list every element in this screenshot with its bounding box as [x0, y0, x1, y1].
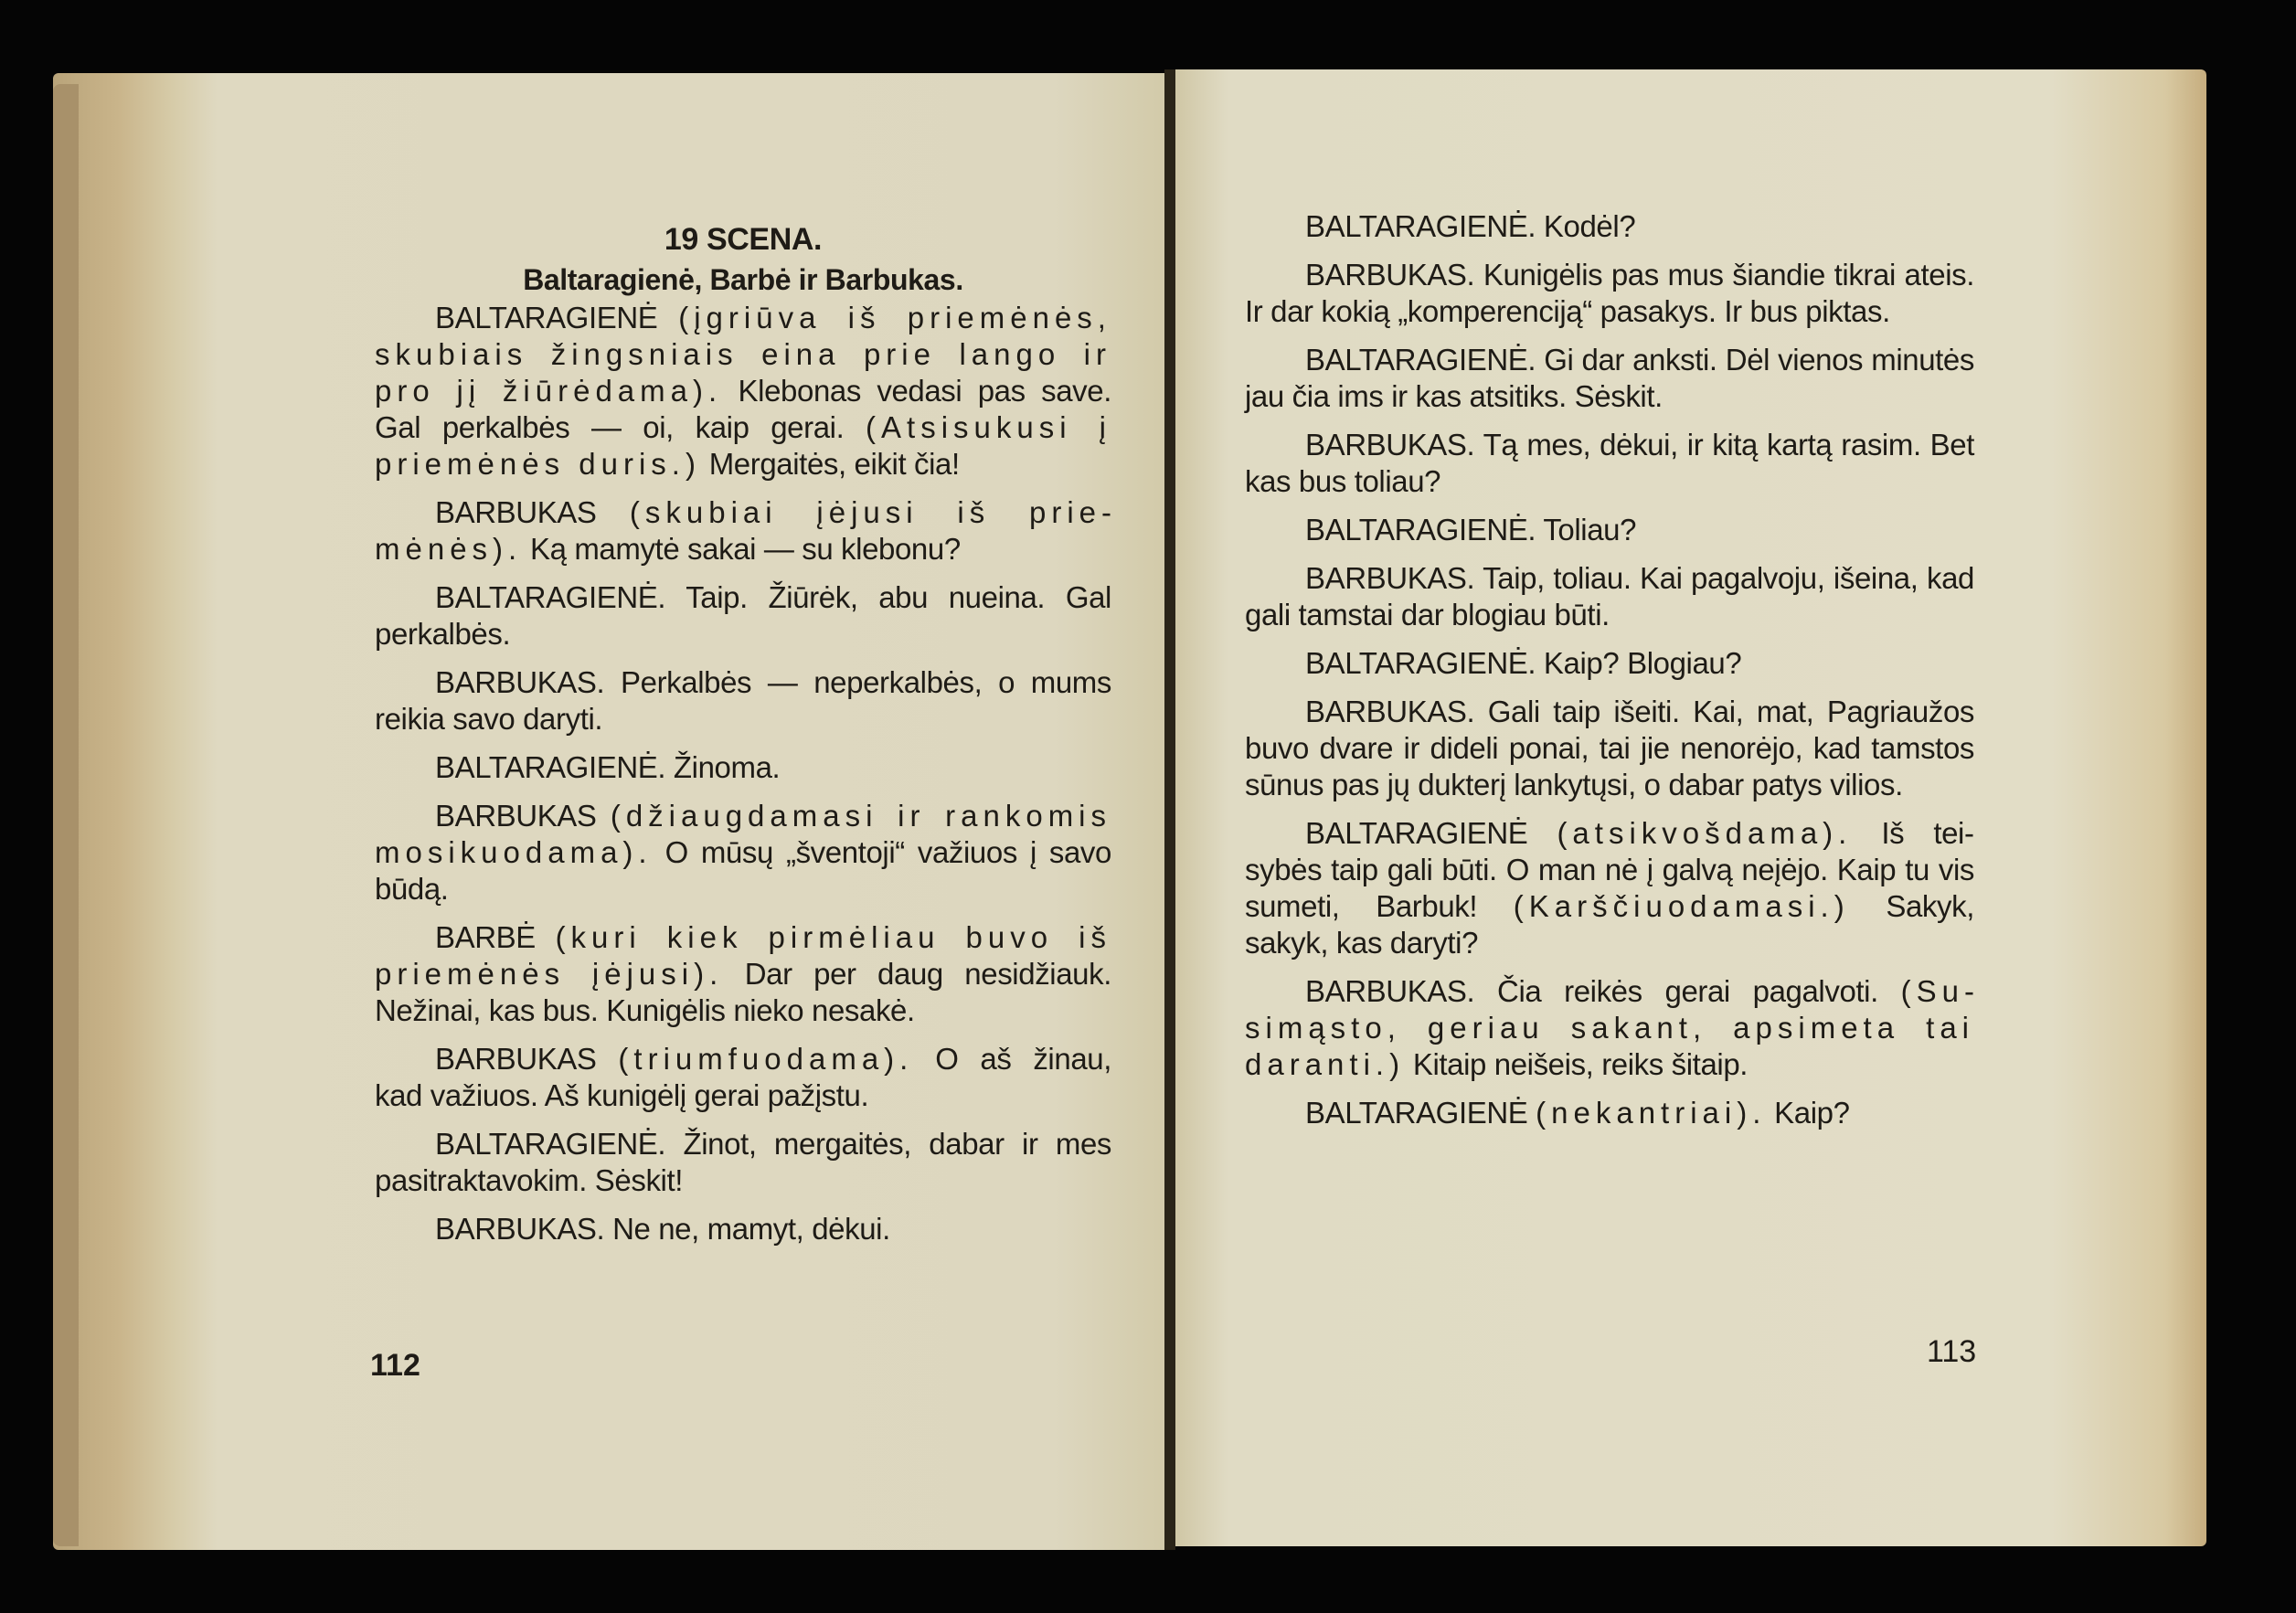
dialogue-paragraph	[1245, 257, 1974, 330]
dialogue-text: BARBUKAS. Gali taip išeiti. Kai, mat, Pagriaužos buvo dvare ir dideli ponai, tai jie nenorėjo, kad tamstos sūnus pas jų dukterį lankytųsi, o dabar patys vilios.	[1245, 695, 1974, 801]
dialogue-text: BALTARAGIENĖ. Gi dar anksti. Dėl vienos minutės jau čia ims ir kas atsitiks. Sėskit.	[1245, 343, 1974, 413]
dialogue-text: BALTARAGIENĖ. Žinot, mergaitės, dabar ir mes pasitraktavokim. Sėskit!	[375, 1127, 1111, 1197]
dialogue-text: Dar per daug nesidžiauk. Nežinai, kas bus. Kunigėlis nieko nesakė.	[375, 957, 1111, 1027]
dialogue-text: BALTARAGIENĖ. Kodėl?	[1305, 209, 1636, 243]
dialogue-text: BALTARAGIENĖ. Taip. Žiūrėk, abu nueina. Gal perkalbės.	[375, 580, 1111, 651]
dialogue-paragraph	[1245, 512, 1974, 548]
stage-direction: (džiaugdamasi ir rankomis mosikuodama).	[375, 799, 1112, 869]
page-number-right: 113	[1927, 1334, 1977, 1369]
stage-direction: (Karščiuodamasi.)	[1513, 889, 1850, 923]
dialogue-text: BALTARAGIENĖ	[1305, 816, 1557, 850]
dialogue-text: Mergaitės, eikit čia!	[700, 447, 960, 481]
dialogue-paragraph	[1245, 1095, 1974, 1131]
dialogue-text: Klebonas vedasi pas save. Gal perkalbės — oi, kaip gerai.	[375, 374, 1111, 444]
dialogue-paragraph	[375, 749, 1111, 786]
stage-direction: (kuri kiek pirmėliau buvo iš priemėnės įėjusi).	[375, 920, 1111, 991]
stage-direction: (nekantriai).	[1536, 1096, 1767, 1130]
dialogue-text: BARBĖ	[435, 920, 556, 954]
left-dialogue	[375, 300, 1111, 1247]
dialogue-paragraph	[375, 1211, 1111, 1247]
right-dialogue	[1245, 208, 1974, 1131]
dialogue-text: O mūsų „šventoji“ važiuos į savo būdą.	[375, 835, 1111, 906]
dialogue-text: BARBUKAS	[435, 799, 611, 833]
dialogue-text: BARBUKAS. Perkalbės — neperkalbės, o mums reikia savo daryti.	[375, 665, 1111, 736]
dialogue-text: BALTARAGIENĖ. Kaip? Blogiau?	[1305, 646, 1742, 680]
dialogue-text: BALTARAGIENĖ. Žinoma.	[435, 750, 781, 784]
dialogue-paragraph	[375, 494, 1111, 568]
dialogue-text: BARBUKAS. Ne ne, mamyt, dėkui.	[435, 1212, 890, 1246]
dialogue-text: BARBUKAS. Taip, toliau. Kai pagalvoju, išeina, kad gali tamstai dar blogiau būti.	[1245, 561, 1974, 631]
dialogue-text: BALTARAGIENĖ	[435, 301, 679, 334]
dialogue-text: BALTARAGIENĖ. Toliau?	[1305, 513, 1637, 547]
dialogue-paragraph	[375, 579, 1111, 653]
dialogue-paragraph	[1245, 560, 1974, 633]
dialogue-paragraph	[1245, 208, 1974, 245]
scene-title: 19 SCENA.	[664, 222, 823, 257]
dialogue-text: Kaip?	[1766, 1096, 1850, 1130]
stage-direction: (įgriūva iš priemėnės, skubiais žingsniais eina prie lango ir pro jį žiūrėdama).	[375, 301, 1111, 408]
stage-direction: (Atsisukusi į priemėnės duris.)	[375, 410, 1111, 481]
stage-direction: (atsikvošdama).	[1557, 816, 1853, 850]
dialogue-paragraph	[1245, 427, 1974, 500]
dialogue-paragraph	[1245, 815, 1974, 961]
dialogue-text: BARBUKAS. Tą mes, dėkui, ir kitą kartą rasim. Bet kas bus toliau?	[1245, 428, 1974, 498]
dialogue-paragraph	[375, 664, 1111, 738]
dialogue-text: Iš teisybės taip gali būti. O man nė į galvą neįėjo. Kaip tu vis sumeti, Barbuk!	[1245, 816, 1974, 923]
dialogue-paragraph	[1245, 645, 1974, 682]
stage-direction: (skubiai įėjusi iš priemėnės).	[375, 495, 1111, 566]
dialogue-paragraph	[1245, 342, 1974, 415]
dialogue-paragraph	[1245, 973, 1974, 1083]
dialogue-text: BARBUKAS. Čia reikės gerai pagalvoti.	[1305, 974, 1901, 1008]
dialogue-text: BALTARAGIENĖ	[1305, 1096, 1536, 1130]
dialogue-paragraph	[375, 1041, 1111, 1114]
book-spine	[1164, 69, 1175, 1550]
dialogue-paragraph	[375, 1126, 1111, 1199]
dialogue-paragraph	[375, 798, 1111, 907]
stage-direction: (triumfuodama).	[618, 1042, 914, 1076]
right-page-text	[1245, 208, 1974, 1143]
dialogue-text: BARBUKAS. Kunigėlis pas mus šiandie tikrai ateis. Ir dar kokią „komperenciją“ pasakys. Ir bus piktas.	[1245, 258, 1974, 328]
dialogue-paragraph	[375, 919, 1111, 1029]
dialogue-paragraph	[1245, 694, 1974, 803]
scene-cast: Baltaragienė, Barbė ir Barbukas.	[523, 263, 963, 296]
page-edges	[53, 84, 79, 1546]
dialogue-text: Sakyk, sakyk, kas daryti?	[1245, 889, 1974, 960]
dialogue-paragraph	[375, 300, 1111, 483]
dialogue-text: BARBUKAS	[435, 495, 630, 529]
dialogue-text: BARBUKAS	[435, 1042, 619, 1076]
left-page-text	[375, 219, 1111, 1259]
dialogue-text: Ką mamytė sakai — su klebonu?	[522, 532, 961, 566]
dialogue-text: Kitaip neišeis, reiks šitaip.	[1405, 1047, 1749, 1081]
page-number-left: 112	[370, 1348, 420, 1383]
stage-direction: (Susimąsto, geriau sakant, apsimeta tai daranti.)	[1245, 974, 1974, 1081]
dialogue-text: O aš žinau, kad važiuos. Aš kunigėlį gerai pažįstu.	[375, 1042, 1111, 1112]
